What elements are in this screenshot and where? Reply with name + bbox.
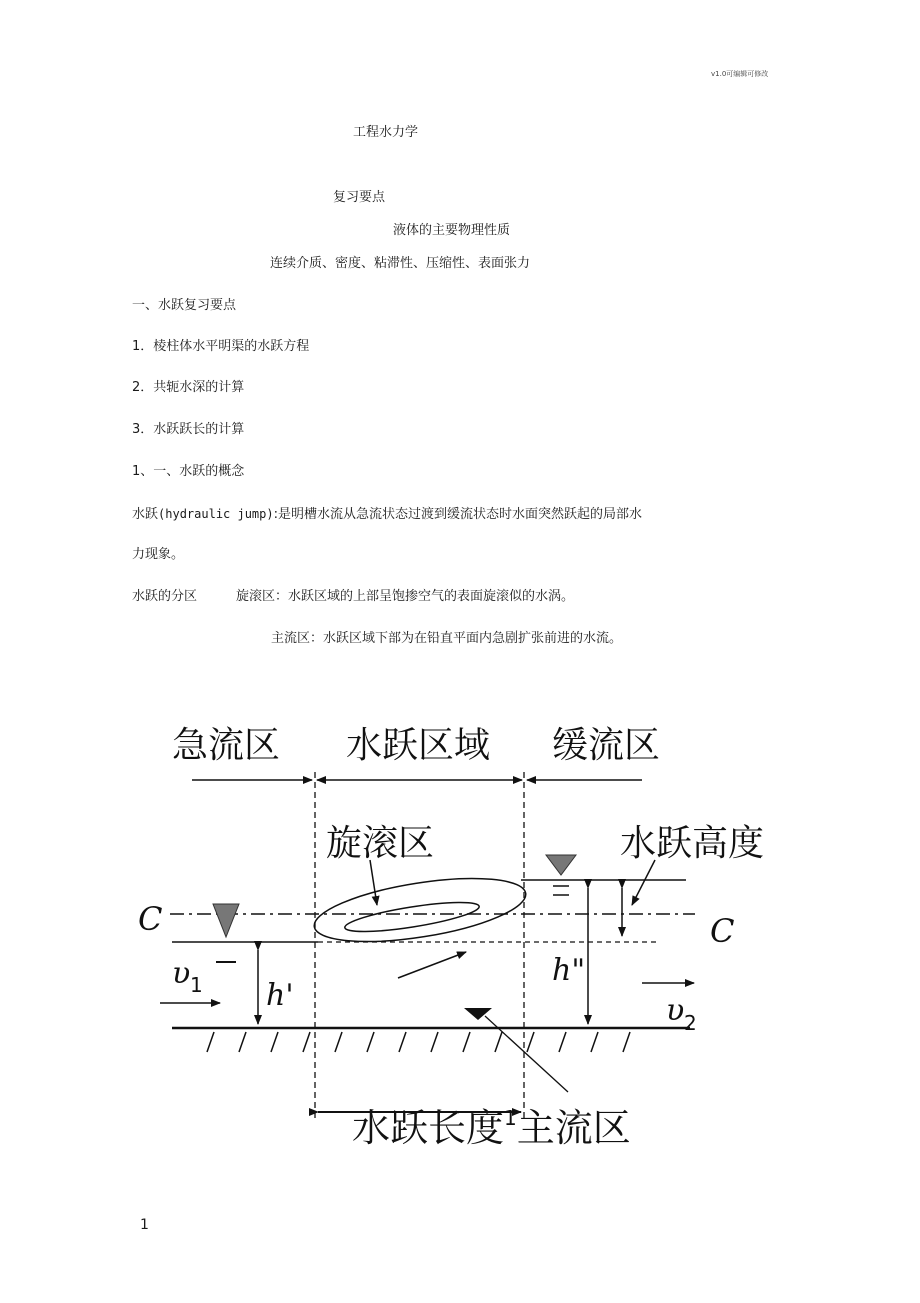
page-number: 1 <box>140 1217 149 1233</box>
label-slow-flow: 缓流区 <box>552 725 661 766</box>
roller-inner-ellipse <box>343 896 480 937</box>
label-roller-zone: 旋滚区 <box>326 823 435 864</box>
label-h1: h' <box>266 978 294 1013</box>
zones-label: 水跃的分区 <box>132 589 198 604</box>
bed-hatching <box>207 1032 630 1052</box>
label-v1-subscript: 1 <box>190 973 203 997</box>
jump-length-text: 水跃长度 <box>352 1106 505 1150</box>
jump-length-superscript: 1 <box>504 1106 517 1130</box>
properties-list: 连续介质、密度、粘滞性、压缩性、表面张力 <box>270 256 531 271</box>
definition-prefix: 水跃 <box>132 507 159 522</box>
label-rapid-flow: 急流区 <box>172 725 281 766</box>
label-c-left: C <box>138 900 163 938</box>
roller-outer-ellipse <box>310 867 530 954</box>
document-subtitle: 复习要点 <box>333 190 386 205</box>
label-h2: h" <box>552 953 586 988</box>
label-v2-subscript: 2 <box>684 1011 697 1035</box>
main-flow-zone-text: 主流区 <box>516 1106 631 1150</box>
zone-roller-desc: 旋滚区：水跃区域的上部呈饱掺空气的表面旋滚似的水涡。 <box>236 589 575 604</box>
outline-heading: 一、水跃复习要点 <box>132 298 237 313</box>
label-jump-height: 水跃高度 <box>620 823 765 864</box>
label-jump-region: 水跃区域 <box>346 725 491 766</box>
label-v1: υ <box>172 956 191 991</box>
label-v2: υ <box>666 993 685 1028</box>
version-note: v1.0可编辑可修改 <box>711 70 769 78</box>
roller-pointer <box>370 860 377 905</box>
hydraulic-jump-diagram <box>0 700 920 1170</box>
jump-height-pointer <box>632 860 655 905</box>
section-title: 液体的主要物理性质 <box>393 223 511 238</box>
label-jump-length <box>352 1106 631 1150</box>
zone-main-desc: 主流区：水跃区域下部为在铅直平面内急剧扩张前进的水流。 <box>271 631 623 646</box>
definition-rest: :是明槽水流从急流状态过渡到缓流状态时水面突然跃起的局部水 <box>273 507 642 522</box>
main-flow-arrow <box>398 952 466 978</box>
document-title: 工程水力学 <box>353 125 419 140</box>
outline-item: 2．共轭水深的计算 <box>132 380 245 395</box>
outline-item: 3．水跃跃长的计算 <box>132 422 245 437</box>
label-c-right: C <box>710 912 735 950</box>
concept-heading: 1、一、水跃的概念 <box>132 464 245 479</box>
definition-term: (hydraulic jump) <box>158 507 274 521</box>
upstream-surface-triangle <box>213 904 239 937</box>
definition-line-1 <box>132 506 642 523</box>
downstream-surface-triangle <box>546 855 576 875</box>
outline-item: 1．棱柱体水平明渠的水跃方程 <box>132 339 310 354</box>
definition-line-2: 力现象。 <box>132 547 185 562</box>
